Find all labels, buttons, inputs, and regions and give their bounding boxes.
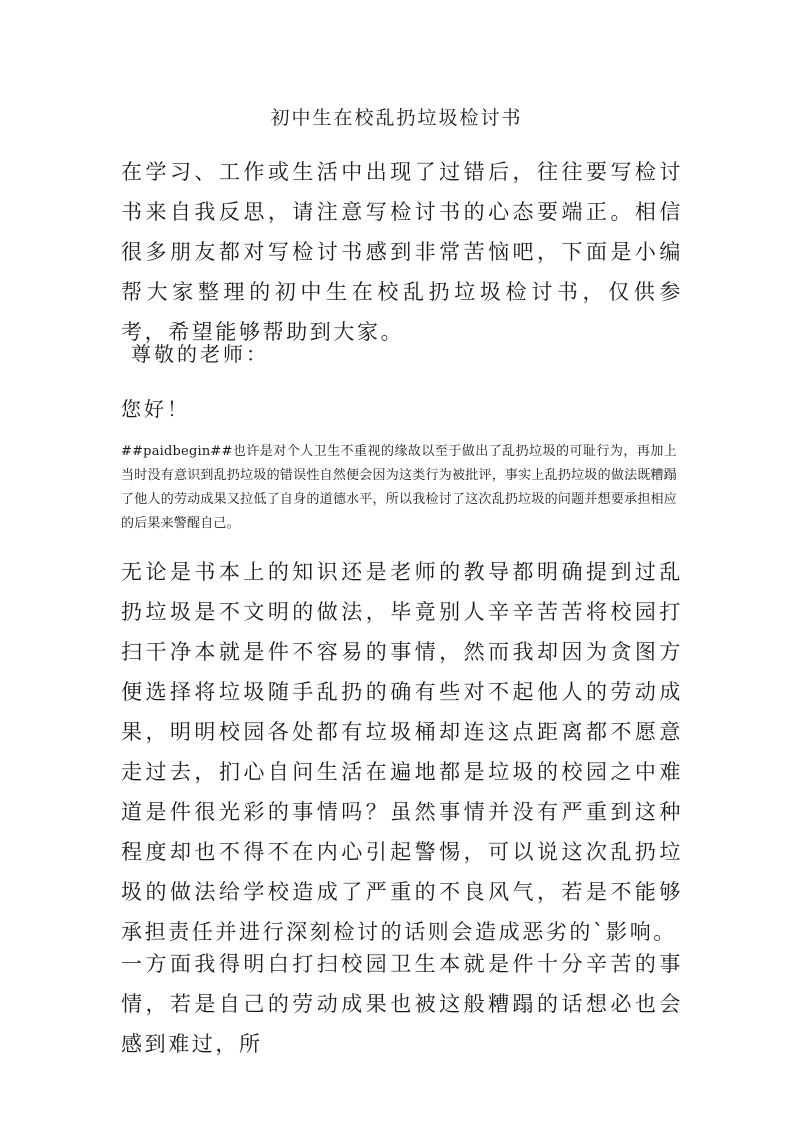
salutation: 尊敬的老师： xyxy=(131,342,269,366)
body-paragraph-1: 无论是书本上的知识还是老师的教导都明确提到过乱扔垃圾是不文明的做法，毕竟别人辛辛苦苦将校园打扫干净本就是件不容易的事情，然而我却因为贪图方便选择将垃圾随手乱扔的确有些对不起他人的劳动成果，明明校园各处都有垃圾桶却连这点距离都不愿意走过去，扪心自问生活在遍地都是垃圾的校园之中难道是件很光彩的事情吗？虽然事情并没有严重到这种程度却也不得不在内心引起警惕，可以说这次乱扔垃圾的做法给学校造成了严重的不良风气，若是不能够承担责任并进行深刻检讨的话则会造成恶劣的`影响。 xyxy=(121,560,683,944)
paid-paragraph: ##paidbegin##也许是对个人卫生不重视的缘故以至于做出了乱扔垃圾的可耻行为，再加上当时没有意识到乱扔垃圾的错误性自然便会因为这类行为被批评，事实上乱扔垃圾的做法既糟蹋了他人的劳动成果又拉低了自身的道德水平，所以我检讨了这次乱扔垃圾的问题并想要承担相应的后果来警醒自己。 xyxy=(121,444,677,531)
intro-paragraph: 在学习、工作或生活中出现了过错后，往往要写检讨书来自我反思，请注意写检讨书的心态要端正。相信很多朋友都对写检讨书感到非常苦恼吧，下面是小编帮大家整理的初中生在校乱扔垃圾检讨书，仅供参考，希望能够帮助到大家。 xyxy=(121,160,683,344)
body-paragraph-2: 一方面我得明白打扫校园卫生本就是件十分辛苦的事情，若是自己的劳动成果也被这般糟蹋的话想必也会感到难过，所 xyxy=(121,952,683,1056)
greeting: 您好！ xyxy=(121,397,190,421)
document-title: 初中生在校乱扔垃圾检讨书 xyxy=(270,107,523,129)
